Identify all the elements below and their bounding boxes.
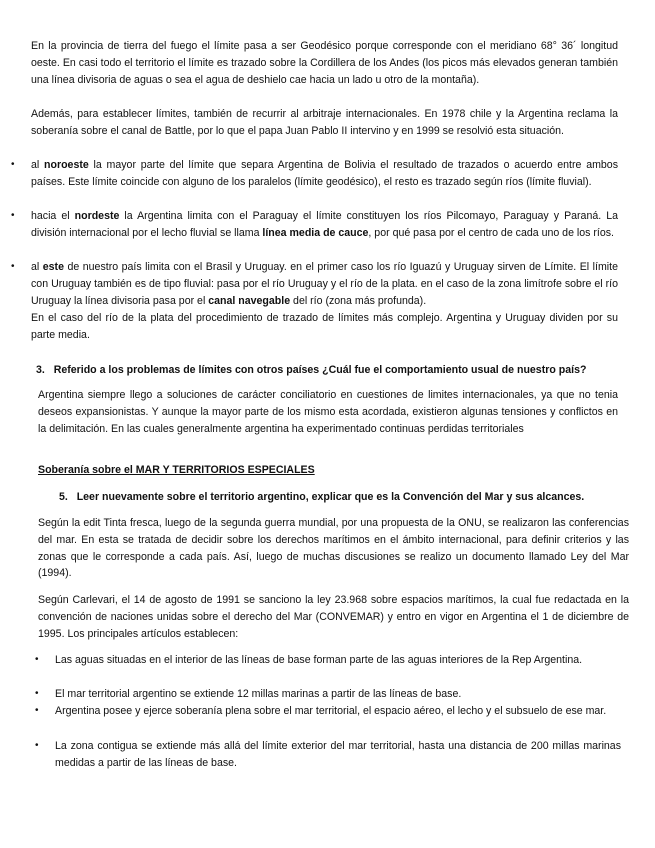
limit-este: al este de nuestro país limita con el Brasil y Uruguay. en el primer caso los río Iguazú y Uruguay sirven de Límite. El límite con Uruguay también es de tipo fluvial: pasa por el río Uruguay y el río de la plata. en el caso de la zona limítrofe sobre el río Uruguay la línea divisoria pasa por el canal navegable del río (zona más profunda). [31,261,618,307]
bullet-nordeste: • [11,210,15,221]
limit-noroeste: al noroeste la mayor parte del límite que separa Argentina de Bolivia el resultado de trazados o acuerdo entre ambos países. Este límite coincide con alguno de los paralelos (límite geodésico), el resto es trazado según ríos (límite fluvial). [31,159,618,188]
bullet-este: • [11,261,15,272]
question-5-paragraph-1: Según la edit Tinta fresca, luego de la segunda guerra mundial, por una propuesta de la ONU, se realizaron las conferencias del mar. En esta se tratada de decidir sobre los derechos marítimos en el ámbito internacional, para definir criterios y las zonas que le corresponde a cada país. Así, luego de muchas discusiones se realizo un documento llamado Ley del Mar (1994). [38,517,629,580]
article-list-item: Las aguas situadas en el interior de las líneas de base forman parte de las aguas interiores de la Rep Argentina. [55,654,583,666]
question-3-answer: Argentina siempre llego a soluciones de carácter conciliatorio en cuestiones de limites internacionales, ya que no tenia deseos expansionistas. Y aunque la mayor parte de los mismo esta acordada, existieron algunas tensiones y conflictos en la delimitación. En las cuales generalmente argentina ha experimentado continuas perdidas territoriales [38,389,618,435]
bullet-article-4: • [35,740,39,751]
question-3-heading: 3. Referido a los problemas de límites con otros países ¿Cuál fue el comportamiento usual de nuestro país? [36,364,587,376]
bullet-article-2: • [35,688,39,699]
question-5-heading: 5. Leer nuevamente sobre el territorio argentino, explicar que es la Convención del Mar y sus alcances. [59,491,585,503]
article-list-item: Argentina posee y ejerce soberanía plena sobre el mar territorial, el espacio aéreo, el lecho y el subsuelo de ese mar. [55,705,607,717]
bullet-article-3: • [35,705,39,716]
bullet-noroeste: • [11,159,15,170]
intro-paragraph-1: En la provincia de tierra del fuego el límite pasa a ser Geodésico porque corresponde con el meridiano 68° 36´ longitud oeste. En casi todo el territorio el límite es trazado sobre la Cordillera de los Andes (los picos más elevados generan también una línea divisoria de aguas o sea el agua de deshielo cae hacia un lado u otro de la montaña). [31,40,618,86]
section-title-soberania: Soberanía sobre el MAR Y TERRITORIOS ESPECIALES [38,464,315,476]
intro-paragraph-2: Además, para establecer límites, también de recurrir al arbitraje internacionales. En 1978 chile y la Argentina reclama la soberanía sobre el canal de Battle, por lo que el papa Juan Pablo II intervino y en 1999 se resolvió esta situación. [31,108,618,137]
article-list-item: La zona contigua se extiende más allá del límite exterior del mar territorial, hasta una distancia de 200 millas marinas medidas a partir de las líneas de base. [55,740,621,769]
article-list-item: El mar territorial argentino se extiende 12 millas marinas a partir de las líneas de base. [55,688,462,700]
question-5-paragraph-2: Según Carlevari, el 14 de agosto de 1991 se sanciono la ley 23.968 sobre espacios marítimos, la cual fue redactada en la convención de naciones unidas sobre el derecho del Mar (CONVEMAR) y entro en vigor en Argentina el 1 de diciembre de 1995. Los principales artículos establecen: [38,594,629,640]
limit-rio-de-la-plata: En el caso del río de la plata del procedimiento de trazado de límites más complejo. Argentina y Uruguay dividen por su parte media. [31,312,618,341]
bullet-article-1: • [35,654,39,665]
limit-nordeste: hacia el nordeste la Argentina limita con el Paraguay el límite constituyen los ríos Pilcomayo, Paraguay y Paraná. La división internacional por el lecho fluvial se llama línea media de cauce, por qué pasa por el centro de cada uno de los ríos. [31,210,618,239]
